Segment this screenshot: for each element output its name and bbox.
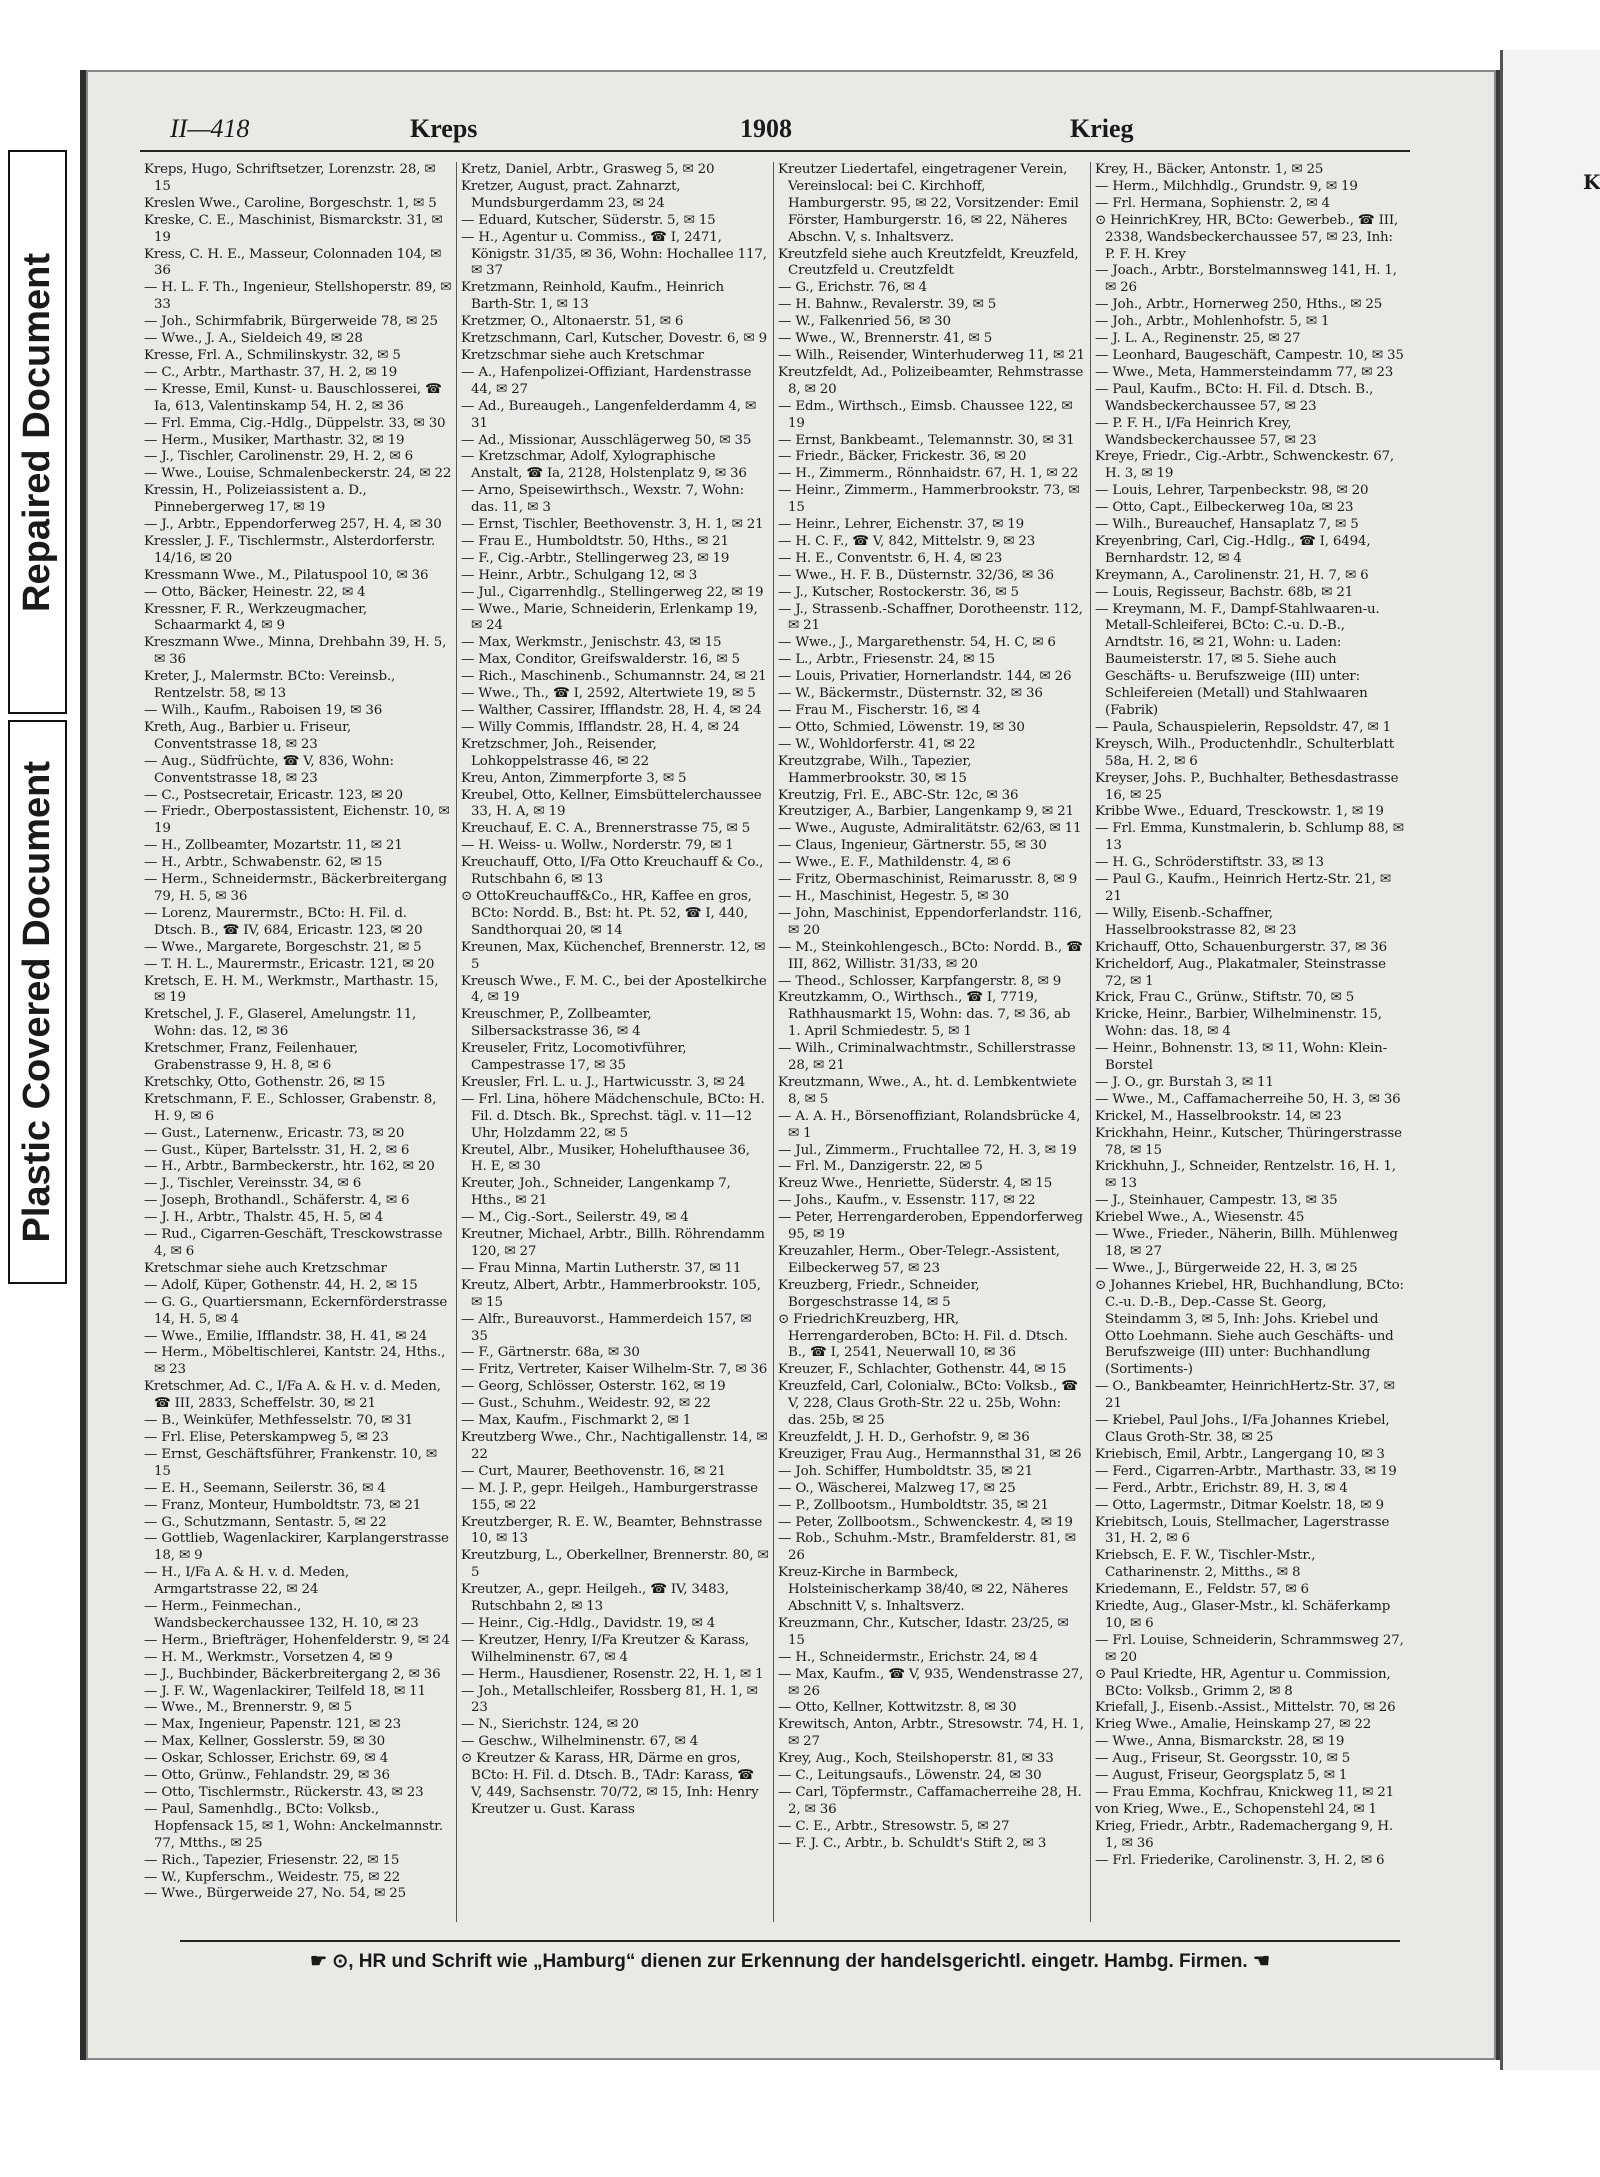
directory-entry: — H., Zollbeamter, Mozartstr. 11, ✉ 21 <box>144 838 403 854</box>
directory-entry: — Frau M., Fischerstr. 16, ✉ 4 <box>778 703 981 718</box>
directory-entry: — J. F. W., Wagenlackirer, Teilfeld 18, ✉ 11 <box>144 1683 426 1699</box>
directory-entry: — H. G., Schröderstiftstr. 33, ✉ 13 <box>1095 855 1324 871</box>
directory-entry: — Frl. Friederike, Carolinenstr. 3, H. 2, ✉ 6 <box>1095 1852 1385 1868</box>
directory-entry: — Leonhard, Baugeschäft, Campestr. 10, ✉ 35 <box>1095 347 1404 363</box>
directory-entry: — J., Kutscher, Rostockerstr. 36, ✉ 5 <box>778 584 1019 600</box>
directory-entry: Kressmann Wwe., M., Pilatuspool 10, ✉ 36 <box>144 567 429 583</box>
directory-entry: — C., Leitungsaufs., Löwenstr. 24, ✉ 30 <box>778 1768 1042 1784</box>
directory-entry: — F., Cig.-Arbtr., Stellingerweg 23, ✉ 19 <box>461 550 730 566</box>
directory-entry: — Frl. M., Danzigerstr. 22, ✉ 5 <box>778 1159 983 1175</box>
directory-entry: — Joh., Arbtr., Mohlenhofstr. 5, ✉ 1 <box>1095 314 1330 330</box>
directory-entry: — Willy, Eisenb.-Schaffner, Hasselbrookstrasse 82, ✉ 23 <box>1095 905 1297 938</box>
directory-entry: — Heinr., Zimmerm., Hammerbrookstr. 73, ✉ 15 <box>778 483 1080 516</box>
directory-entry: — Edm., Wirthsch., Eimsb. Chaussee 122, ✉ 19 <box>778 398 1073 431</box>
directory-entry: — C., Arbtr., Marthastr. 37, H. 2, ✉ 19 <box>144 364 398 380</box>
directory-entry: — G., Schutzmann, Sentastr. 5, ✉ 22 <box>144 1514 387 1530</box>
directory-entry: Kreymann, A., Carolinenstr. 21, H. 7, ✉ 6 <box>1095 567 1369 583</box>
directory-entry: — Rich., Maschinenb., Schumannstr. 24, ✉ 21 <box>461 669 767 685</box>
page-footer: ☛ ⊙, HR und Schrift wie „Hamburg“ dienen zur Erkennung der handelsgerichtl. eingetr. Hambg. Firmen. ☚ <box>180 1940 1400 1980</box>
directory-entry: Krickel, M., Hasselbrookstr. 14, ✉ 23 <box>1095 1108 1342 1124</box>
directory-entry: — Carl, Töpfermstr., Caffamacherreihe 28, H. 2, ✉ 36 <box>778 1785 1082 1817</box>
directory-entry: Kress, C. H. E., Masseur, Colonnaden 104, ✉ 36 <box>144 246 442 279</box>
directory-entry: — Wwe., Anna, Bismarckstr. 28, ✉ 19 <box>1095 1734 1345 1750</box>
directory-entry: — Oskar, Schlosser, Erichstr. 69, ✉ 4 <box>144 1751 389 1767</box>
directory-entry: Kreps, Hugo, Schriftsetzer, Lorenzstr. 28, ✉ 15 <box>144 162 436 194</box>
directory-entry: — Herm., Hausdiener, Rosenstr. 22, H. 1, ✉ 1 <box>461 1666 764 1682</box>
directory-entry: — Wwe., Margarete, Borgeschstr. 21, ✉ 5 <box>144 939 422 955</box>
directory-entry: — Johs., Kaufm., v. Essenstr. 117, ✉ 22 <box>778 1193 1036 1209</box>
column-1 <box>140 162 457 1922</box>
directory-entry: — H. Weiss- u. Wollw., Norderstr. 79, ✉ 1 <box>461 838 734 854</box>
directory-entry: — J., Buchbinder, Bäckerbreitergang 2, ✉ 36 <box>144 1666 441 1682</box>
header-last-word: Krieg <box>1070 114 1134 143</box>
directory-entry: Kretzschmer, Joh., Reisender, Lohkoppelstrasse 46, ✉ 22 <box>461 736 657 769</box>
directory-entry: — Alfr., Bureauvorst., Hammerdeich 157, ✉ 35 <box>461 1311 752 1344</box>
directory-entry: Kreunen, Max, Küchenchef, Brennerstr. 12, ✉ 5 <box>461 939 766 972</box>
directory-entry: — Ferd., Arbtr., Erichstr. 89, H. 3, ✉ 4 <box>1095 1480 1348 1496</box>
directory-entry: Kretschmer, Franz, Feilenhauer, Grabenstrasse 9, H. 8, ✉ 6 <box>144 1041 358 1074</box>
directory-entry: Kreutzburg, L., Oberkellner, Brennerstr. 80, ✉ 5 <box>461 1548 769 1581</box>
next-page-letter: K <box>1583 170 1600 194</box>
directory-entry: — Lorenz, Maurermstr., BCto: H. Fil. d. Dtsch. B., ☎ IV, 684, Ericastr. 123, ✉ 20 <box>144 905 423 938</box>
directory-entry: Kretsch, E. H. M., Werkmstr., Marthastr. 15, ✉ 19 <box>144 973 439 1006</box>
directory-entry: — Rud., Cigarren-Geschäft, Tresckowstrasse 4, ✉ 6 <box>144 1227 443 1259</box>
column-3 <box>774 162 1091 1922</box>
directory-entry: Krey, H., Bäcker, Antonstr. 1, ✉ 25 <box>1095 162 1324 177</box>
directory-entry: — Herm., Möbeltischlerei, Kantstr. 24, Hths., ✉ 23 <box>144 1345 446 1378</box>
directory-entry: — Max, Werkmstr., Jenischstr. 43, ✉ 15 <box>461 635 722 651</box>
directory-entry: — L., Arbtr., Friesenstr. 24, ✉ 15 <box>778 652 996 668</box>
directory-entry: — M. J. P., gepr. Heilgeh., Hamburgerstrasse 155, ✉ 22 <box>461 1480 758 1513</box>
directory-entry: — Aug., Südfrüchte, ☎ V, 836, Wohn: Conventstrasse 18, ✉ 23 <box>144 753 394 786</box>
directory-entry: — Herm., Milchhdlg., Grundstr. 9, ✉ 19 <box>1095 178 1358 194</box>
directory-entry: Kriefall, J., Eisenb.-Assist., Mittelstr. 70, ✉ 26 <box>1095 1700 1396 1716</box>
directory-entry: — Jul., Zimmerm., Fruchtallee 72, H. 3, ✉ 19 <box>778 1142 1077 1158</box>
directory-entry: — Wwe., H. F. B., Düsternstr. 32/36, ✉ 36 <box>778 567 1054 583</box>
directory-entry: — Wwe., Marie, Schneiderin, Erlenkamp 19, ✉ 24 <box>461 601 758 634</box>
directory-entry: — Wwe., E. F., Mathildenstr. 4, ✉ 6 <box>778 855 1011 871</box>
directory-entry: Kreutner, Michael, Arbtr., Billh. Röhrendamm 120, ✉ 27 <box>461 1227 765 1259</box>
directory-entry: Kreysch, Wilh., Productenhdlr., Schulterblatt 58a, H. 2, ✉ 6 <box>1095 736 1394 769</box>
directory-entry: — Kriebel, Paul Johs., I/Fa Johannes Kriebel, Claus Groth-Str. 38, ✉ 25 <box>1095 1413 1390 1445</box>
directory-entry: — G. G., Quartiersmann, Eckernförderstrasse 14, H. 5, ✉ 4 <box>144 1294 448 1327</box>
directory-entry: Krewitsch, Anton, Arbtr., Stresowstr. 74, H. 1, ✉ 27 <box>778 1717 1085 1750</box>
directory-entry: — Frl. Hermana, Sophienstr. 2, ✉ 4 <box>1095 195 1330 211</box>
directory-entry: Kreuchauf, E. C. A., Brennerstrasse 75, ✉ 5 <box>461 821 751 837</box>
directory-entry: — Georg, Schlösser, Osterstr. 162, ✉ 19 <box>461 1379 726 1395</box>
directory-entry: — H., Schneidermstr., Erichstr. 24, ✉ 4 <box>778 1649 1038 1665</box>
directory-entry: — Ad., Bureaugeh., Langenfelderdamm 4, ✉ 31 <box>461 398 757 431</box>
directory-entry: Kreu, Anton, Zimmerpforte 3, ✉ 5 <box>461 770 687 786</box>
directory-entry: — W., Bäckermstr., Düsternstr. 32, ✉ 36 <box>778 686 1043 702</box>
directory-entry: — Otto, Capt., Eilbeckerweg 10a, ✉ 23 <box>1095 500 1354 516</box>
directory-entry: — J., Steinhauer, Campestr. 13, ✉ 35 <box>1095 1193 1338 1209</box>
directory-entry: — Curt, Maurer, Beethovenstr. 16, ✉ 21 <box>461 1463 726 1479</box>
directory-entry: Kretschmer, Ad. C., I/Fa A. & H. v. d. Meden, ☎ III, 2833, Scheffelstr. 30, ✉ 21 <box>144 1379 441 1412</box>
directory-entry: — Otto, Kellner, Kottwitzstr. 8, ✉ 30 <box>778 1700 1017 1716</box>
directory-entry: — Kreutzer, Henry, I/Fa Kreutzer & Karass, Wilhelminenstr. 67, ✉ 4 <box>461 1632 749 1665</box>
repaired-document-label <box>8 150 67 714</box>
directory-entry: Kretschmann, F. E., Schlosser, Grabenstr. 8, H. 9, ✉ 6 <box>144 1091 437 1124</box>
directory-entry: — Wwe., J. A., Sieldeich 49, ✉ 28 <box>144 331 363 347</box>
directory-entry: Kressner, F. R., Werkzeugmacher, Schaarmarkt 4, ✉ 9 <box>144 601 368 634</box>
directory-entry: Kreutz, Albert, Arbtr., Hammerbrookstr. 105, ✉ 15 <box>461 1277 761 1310</box>
directory-entry: — Heinr., Lehrer, Eichenstr. 37, ✉ 19 <box>778 517 1025 533</box>
directory-entry: — N., Sierichstr. 124, ✉ 20 <box>461 1717 639 1733</box>
directory-entry: — Wwe., M., Brennerstr. 9, ✉ 5 <box>144 1700 353 1716</box>
directory-entry: — H. L. F. Th., Ingenieur, Stellshoperstr. 89, ✉ 33 <box>144 280 452 313</box>
directory-entry: Kretz, Daniel, Arbtr., Grasweg 5, ✉ 20 <box>461 162 715 177</box>
directory-entry: — Aug., Friseur, St. Georgsstr. 10, ✉ 5 <box>1095 1751 1351 1767</box>
directory-entry: — Otto, Bäcker, Heinestr. 22, ✉ 4 <box>144 584 366 600</box>
directory-entry: — Max, Kaufm., ☎ V, 935, Wendenstrasse 27, ✉ 26 <box>778 1666 1084 1699</box>
directory-entry: Kreubel, Otto, Kellner, Eimsbüttelerchaussee 33, H. A, ✉ 19 <box>461 787 762 820</box>
directory-entry: Kreyser, Johs. P., Buchhalter, Bethesdastrasse 16, ✉ 25 <box>1095 770 1399 803</box>
header-year: 1908 <box>740 114 792 143</box>
directory-entry: — Otto, Tischlermstr., Rückerstr. 43, ✉ 23 <box>144 1785 424 1800</box>
directory-entry: Kreutzgrabe, Wilh., Tapezier, Hammerbrookstr. 30, ✉ 15 <box>778 753 972 786</box>
directory-entry: Kreuzer, F., Schlachter, Gothenstr. 44, ✉ 15 <box>778 1362 1067 1378</box>
directory-entry: — Wilh., Kaufm., Raboisen 19, ✉ 36 <box>144 703 383 718</box>
directory-entry: — Herm., Feinmechan., Wandsbeckerchaussee 132, H. 10, ✉ 23 <box>144 1599 419 1631</box>
directory-entry: Kribbe Wwe., Eduard, Tresckowstr. 1, ✉ 19 <box>1095 804 1384 820</box>
directory-entry: — August, Friseur, Georgsplatz 5, ✉ 1 <box>1095 1768 1348 1784</box>
directory-entry: — Paul, Samenhdlg., BCto: Volksb., Hopfensack 15, ✉ 1, Wohn: Anckelmannstr. 77, Mtths., ✉ 25 <box>144 1801 444 1851</box>
directory-entry: Kriedte, Aug., Glaser-Mstr., kl. Schäferkamp 10, ✉ 6 <box>1095 1599 1391 1631</box>
directory-entry: Kreutel, Albr., Musiker, Hohelufthausee 36, H. E, ✉ 30 <box>461 1142 750 1175</box>
directory-entry: — O., Wäscherei, Malzweg 17, ✉ 25 <box>778 1480 1016 1496</box>
directory-entry: — Louis, Privatier, Hornerlandstr. 144, ✉ 26 <box>778 669 1072 685</box>
directory-entry: — Friedr., Bäcker, Frickestr. 36, ✉ 20 <box>778 449 1027 465</box>
directory-entry: Kreutzmann, Wwe., A., ht. d. Lembkentwiete 8, ✉ 5 <box>778 1074 1077 1107</box>
directory-entry: — Louis, Lehrer, Tarpenbeckstr. 98, ✉ 20 <box>1095 483 1369 499</box>
directory-entry: — Otto, Schmied, Löwenstr. 19, ✉ 30 <box>778 719 1025 735</box>
directory-entry: — Frau Emma, Kochfrau, Knickweg 11, ✉ 21 <box>1095 1785 1394 1800</box>
directory-entry: — Otto, Lagermstr., Ditmar Koelstr. 18, ✉ 9 <box>1095 1497 1384 1513</box>
directory-entry: — Herm., Musiker, Marthastr. 32, ✉ 19 <box>144 432 405 448</box>
directory-entry: — P., Zollbootsm., Humboldtstr. 35, ✉ 21 <box>778 1497 1049 1513</box>
directory-entry: Kreuzfeld, Carl, Colonialw., BCto: Volksb., ☎ V, 228, Claus Groth-Str. 22 u. 25b, Wohn: das. 25b, ✉ 25 <box>778 1379 1078 1429</box>
directory-entry: — Joach., Arbtr., Borstelmannsweg 141, H. 1, ✉ 26 <box>1095 263 1397 296</box>
directory-entry: — Joh. Schiffer, Humboldtstr. 35, ✉ 21 <box>778 1463 1034 1479</box>
directory-entry: — Rob., Schuhm.-Mstr., Bramfelderstr. 81, ✉ 26 <box>778 1531 1076 1564</box>
directory-entry: — W., Falkenried 56, ✉ 30 <box>778 314 951 330</box>
directory-entry: Kretzer, August, pract. Zahnarzt, Mundsburgerdamm 23, ✉ 24 <box>461 178 681 211</box>
directory-entry: — Willy Commis, Ifflandstr. 28, H. 4, ✉ 24 <box>461 719 740 735</box>
next-page-edge <box>1500 50 1600 2070</box>
directory-entry: Krey, Aug., Koch, Steilshoperstr. 81, ✉ 33 <box>778 1751 1054 1767</box>
directory-entry: — Kretzschmar, Adolf, Xylographische Anstalt, ☎ Ia, 2128, Holstenplatz 9, ✉ 36 <box>461 449 747 482</box>
directory-entry: Kreslen Wwe., Caroline, Borgeschstr. 1, ✉ 5 <box>144 195 437 211</box>
directory-entry: — Arno, Speisewirthsch., Wexstr. 7, Wohn: das. 11, ✉ 3 <box>461 483 744 516</box>
directory-entry: — T. H. L., Maurermstr., Ericastr. 121, ✉ 20 <box>144 956 435 972</box>
directory-entry: Kreuseler, Fritz, Locomotivführer, Campestrasse 17, ✉ 35 <box>461 1041 687 1074</box>
directory-entry: — Kresse, Emil, Kunst- u. Bauschlosserei, ☎ Ia, 613, Valentinskamp 54, H. 2, ✉ 36 <box>144 381 442 414</box>
directory-entry: ⊙ OttoKreuchauff&Co., HR, Kaffee en gros, BCto: Nordd. B., Bst: ht. Pt. 52, ☎ I, 440, Sandthorquai 20, ✉ 14 <box>461 888 752 938</box>
directory-entry: Kreter, J., Malermstr. BCto: Vereinsb., Rentzelstr. 58, ✉ 13 <box>144 669 396 702</box>
directory-entry: — Wwe., Auguste, Admiralitätstr. 62/63, ✉ 11 <box>778 821 1082 837</box>
directory-entry: Kreske, C. E., Maschinist, Bismarckstr. 31, ✉ 19 <box>144 212 443 245</box>
directory-entry: — H. M., Werkmstr., Vorsetzen 4, ✉ 9 <box>144 1649 393 1665</box>
directory-entry: — Kreymann, M. F., Dampf-Stahlwaaren-u. Metall-Schleiferei, BCto: C.-u. D.-B., Arndtstr. 16, ✉ 21, Wohn: u. Laden: Baumeisterstr. 17, ✉ 5. Siehe auch Geschäfts- u. Berufszweige (III) unter: Schleifereien (Metall) und Stahlwaaren (Fabrik) <box>1095 601 1380 718</box>
directory-entry: — Peter, Zollbootsm., Schwenckestr. 4, ✉ 19 <box>778 1514 1073 1530</box>
directory-entry: — Frl. Louise, Schneiderin, Schrammsweg 27, ✉ 20 <box>1095 1632 1404 1665</box>
directory-entry: — A. A. H., Börsenoffiziant, Rolandsbrücke 4, ✉ 1 <box>778 1108 1081 1141</box>
directory-entry: — John, Maschinist, Eppendorferlandstr. 116, ✉ 20 <box>778 905 1082 938</box>
directory-entry: Kreye, Friedr., Cig.-Arbtr., Schwenckestr. 67, H. 3, ✉ 19 <box>1095 449 1395 482</box>
directory-entry: — E. H., Seemann, Seilerstr. 36, ✉ 4 <box>144 1480 386 1496</box>
directory-entry: Krichauff, Otto, Schauenburgerstr. 37, ✉ 36 <box>1095 939 1387 955</box>
directory-entry: — Wwe., Bürgerweide 27, No. 54, ✉ 25 <box>144 1886 407 1902</box>
directory-entry: — Wwe., Frieder., Näherin, Billh. Mühlenweg 18, ✉ 27 <box>1095 1227 1398 1259</box>
directory-entry: — Frl. Lina, höhere Mädchenschule, BCto: H. Fil. d. Dtsch. Bk., Sprechst. tägl. v. 11—12 Uhr, Holzdamm 22, ✉ 5 <box>461 1091 765 1141</box>
directory-entry: — H., Arbtr., Barmbeckerstr., htr. 162, ✉ 20 <box>144 1159 435 1175</box>
directory-entry: — H. Bahnw., Revalerstr. 39, ✉ 5 <box>778 297 997 313</box>
directory-entry: Kreuz Wwe., Henriette, Süderstr. 4, ✉ 15 <box>778 1176 1053 1192</box>
directory-entry: — Wilh., Criminalwachtmstr., Schillerstrasse 28, ✉ 21 <box>778 1041 1076 1074</box>
directory-entry: Kreutzig, Frl. E., ABC-Str. 12c, ✉ 36 <box>778 787 1019 803</box>
directory-entry: Kreutzer, A., gepr. Heilgeh., ☎ IV, 3483, Rutschbahn 2, ✉ 13 <box>461 1582 730 1615</box>
directory-entry: — Wwe., W., Brennerstr. 41, ✉ 5 <box>778 331 993 347</box>
directory-entry: — Ernst, Geschäftsführer, Frankenstr. 10, ✉ 15 <box>144 1446 437 1479</box>
directory-entry: — Herm., Schneidermstr., Bäckerbreitergang 79, H. 5, ✉ 36 <box>144 872 447 904</box>
directory-entry: — C. E., Arbtr., Stresowstr. 5, ✉ 27 <box>778 1818 1010 1834</box>
directory-entry: — O., Bankbeamter, HeinrichHertz-Str. 37, ✉ 21 <box>1095 1379 1395 1412</box>
directory-entry: Kreutzfeldt, Ad., Polizeibeamter, Rehmstrasse 8, ✉ 20 <box>778 364 1084 397</box>
directory-entry: Kreuzahler, Herm., Ober-Telegr.-Assistent, Eilbeckerweg 57, ✉ 23 <box>778 1244 1060 1276</box>
directory-entry: Kriebisch, Emil, Arbtr., Langergang 10, ✉ 3 <box>1095 1446 1385 1462</box>
directory-entry: — P. F. H., I/Fa Heinrich Krey, Wandsbeckerchaussee 57, ✉ 23 <box>1095 415 1317 448</box>
directory-entry: Krieg Wwe., Amalie, Heinskamp 27, ✉ 22 <box>1095 1717 1372 1733</box>
archive-labels <box>0 70 70 1243</box>
directory-entry: — H., Arbtr., Schwabenstr. 62, ✉ 15 <box>144 855 383 871</box>
directory-entry: Krickhuhn, J., Schneider, Rentzelstr. 16, H. 1, ✉ 13 <box>1095 1159 1396 1192</box>
directory-entry: — F. J. C., Arbtr., b. Schuldt's Stift 2, ✉ 3 <box>778 1835 1047 1851</box>
directory-entry: — Joh., Schirmfabrik, Bürgerweide 78, ✉ 25 <box>144 314 438 330</box>
directory-entry: — Ferd., Cigarren-Arbtr., Marthastr. 33, ✉ 19 <box>1095 1463 1397 1479</box>
directory-entry: Kreuter, Joh., Schneider, Langenkamp 7, Hths., ✉ 21 <box>461 1176 731 1209</box>
directory-entry: Kreusch Wwe., F. M. C., bei der Apostelkirche 4, ✉ 19 <box>461 973 767 1006</box>
directory-entry: Kretzmer, O., Altonaerstr. 51, ✉ 6 <box>461 314 684 330</box>
directory-entry: — Heinr., Bohnenstr. 13, ✉ 11, Wohn: Klein-Borstel <box>1095 1041 1387 1074</box>
directory-entry: — F., Gärtnerstr. 68a, ✉ 30 <box>461 1345 640 1361</box>
directory-entry: — Max, Kaufm., Fischmarkt 2, ✉ 1 <box>461 1413 692 1429</box>
directory-entry: — J. L. A., Reginenstr. 25, ✉ 27 <box>1095 331 1301 347</box>
directory-entry: ⊙ FriedrichKreuzberg, HR, Herrengarderoben, BCto: H. Fil. d. Dtsch. B., ☎ I, 2541, Neuerwall 10, ✉ 36 <box>778 1311 1068 1361</box>
directory-entry: — J., Tischler, Carolinenstr. 29, H. 2, ✉ 6 <box>144 449 414 465</box>
directory-entry: — W., Kupferschm., Weidestr. 75, ✉ 22 <box>144 1869 401 1885</box>
directory-entry: Kreuzberg, Friedr., Schneider, Borgeschstrasse 14, ✉ 5 <box>778 1277 980 1310</box>
directory-entry: — J. H., Arbtr., Thalstr. 45, H. 5, ✉ 4 <box>144 1210 384 1226</box>
directory-entry: Kricheldorf, Aug., Plakatmaler, Steinstrasse 72, ✉ 1 <box>1095 956 1386 989</box>
directory-entry: — Ernst, Bankbeamt., Telemannstr. 30, ✉ 31 <box>778 432 1075 448</box>
directory-entry: Kreuschmer, P., Zollbeamter, Silbersackstrasse 36, ✉ 4 <box>461 1007 652 1040</box>
entry-columns <box>140 162 1410 1922</box>
directory-entry: — H., Maschinist, Hegestr. 5, ✉ 30 <box>778 888 1009 904</box>
directory-entry: — Jul., Cigarrenhdlg., Stellingerweg 22, ✉ 19 <box>461 584 764 600</box>
directory-entry: — Paula, Schauspielerin, Repsoldstr. 47, ✉ 1 <box>1095 719 1392 735</box>
directory-entry: — Wwe., J., Margarethenstr. 54, H. C, ✉ 6 <box>778 635 1056 651</box>
directory-entry: — Wwe., J., Bürgerweide 22, H. 3, ✉ 25 <box>1095 1260 1358 1276</box>
plastic-covered-text: Plastic Covered Document <box>16 761 58 1243</box>
directory-entry: — Wilh., Reisender, Winterhuderweg 11, ✉ 21 <box>778 347 1085 363</box>
directory-entry: Kreutzer Liedertafel, eingetragener Verein, Vereinslocal: bei C. Kirchhoff, Hamburgerstr. 95, ✉ 22, Vorsitzender: Emil Förster, Hamburgerstr. 16, ✉ 22, Näheres Abschn. V, s. Inhaltsverz. <box>778 162 1079 245</box>
directory-entry: — C., Postsecretair, Ericastr. 123, ✉ 20 <box>144 787 403 803</box>
directory-entry: Kretschmar siehe auch Kretzschmar <box>144 1260 387 1276</box>
directory-entry: — Claus, Ingenieur, Gärtnerstr. 55, ✉ 30 <box>778 838 1047 854</box>
directory-entry: — Theod., Schlosser, Karpfangerstr. 8, ✉ 9 <box>778 973 1062 989</box>
directory-entry: ⊙ Johannes Kriebel, HR, Buchhandlung, BCto: C.-u. D.-B., Dep.-Casse St. Georg, Steindamm 3, ✉ 5, Inh: Johs. Kriebel und Otto Loehmann. Siehe auch Geschäfts- und Berufszweige (III) unter: Buchhandlung (Sortiments-) <box>1095 1277 1404 1378</box>
directory-entry: — H., Agentur u. Commiss., ☎ I, 2471, Königstr. 31/35, ✉ 36, Wohn: Hochallee 117, ✉ 37 <box>461 229 767 279</box>
directory-entry: — Wwe., Emilie, Ifflandstr. 38, H. 41, ✉ 24 <box>144 1328 428 1344</box>
directory-entry: — Ad., Missionar, Ausschlägerweg 50, ✉ 35 <box>461 432 752 448</box>
header-first-word: Kreps <box>410 114 478 143</box>
directory-entry: von Krieg, Wwe., E., Schopenstehl 24, ✉ 1 <box>1095 1801 1377 1817</box>
directory-entry: — Joh., Metallschleifer, Rossberg 81, H. 1, ✉ 23 <box>461 1683 758 1716</box>
directory-entry: — Wilh., Bureauchef, Hansaplatz 7, ✉ 5 <box>1095 517 1359 533</box>
column-2 <box>457 162 774 1922</box>
directory-entry: ⊙ Kreutzer & Karass, HR, Därme en gros, BCto: H. Fil. d. Dtsch. B., TAdr: Karass, ☎ V, 449, Sachsenstr. 70/72, ✉ 15, Inh: Henry Kreutzer u. Gust. Karass <box>461 1751 759 1817</box>
directory-entry: — B., Weinküfer, Methfesselstr. 70, ✉ 31 <box>144 1413 414 1429</box>
directory-entry: Kreuz-Kirche in Barmbeck, Holsteinischerkamp 38/40, ✉ 22, Näheres Abschnitt V, s. Inhaltsverz. <box>778 1565 1069 1615</box>
directory-entry: Kressler, J. F., Tischlermstr., Alsterdorferstr. 14/16, ✉ 20 <box>144 533 436 566</box>
directory-entry: — Franz, Monteur, Humboldtstr. 73, ✉ 21 <box>144 1497 422 1513</box>
directory-entry: Kreutzkamm, O., Wirthsch., ☎ I, 7719, Rathhausmarkt 15, Wohn: das. 7, ✉ 36, ab 1. April Schmiedestr. 5, ✉ 1 <box>778 990 1071 1040</box>
directory-entry: — Adolf, Küper, Gothenstr. 44, H. 2, ✉ 15 <box>144 1277 418 1293</box>
column-4 <box>1091 162 1408 1922</box>
directory-entry: Kreutzfeld siehe auch Kreutzfeldt, Kreuzfeld, Creutzfeld u. Creutzfeldt <box>778 246 1079 279</box>
directory-entry: Kresse, Frl. A., Schmilinskystr. 32, ✉ 5 <box>144 347 401 363</box>
directory-entry: — Wwe., Meta, Hammersteindamm 77, ✉ 23 <box>1095 364 1394 380</box>
directory-entry: Kressin, H., Polizeiassistent a. D., Pinnebergerweg 17, ✉ 19 <box>144 483 367 516</box>
directory-entry: Krieg, Friedr., Arbtr., Rademachergang 9, H. 1, ✉ 36 <box>1095 1818 1393 1851</box>
directory-entry: Kreutzberger, R. E. W., Beamter, Behnstrasse 10, ✉ 13 <box>461 1514 763 1547</box>
directory-entry: — Gust., Küper, Bartelsstr. 31, H. 2, ✉ 6 <box>144 1142 410 1158</box>
directory-entry: — Heinr., Arbtr., Schulgang 12, ✉ 3 <box>461 567 698 583</box>
directory-entry: — H., I/Fa A. & H. v. d. Meden, Armgartstrasse 22, ✉ 24 <box>144 1565 350 1598</box>
directory-entry: — Fritz, Vertreter, Kaiser Wilhelm-Str. 7, ✉ 36 <box>461 1362 768 1378</box>
directory-entry: Kreutziger, A., Barbier, Langenkamp 9, ✉ 21 <box>778 804 1074 820</box>
directory-entry: — Max, Conditor, Greifswalderstr. 16, ✉ 5 <box>461 652 740 668</box>
directory-entry: — Frau E., Humboldtstr. 50, Hths., ✉ 21 <box>461 533 729 549</box>
directory-entry: — Frl. Elise, Peterskampweg 5, ✉ 23 <box>144 1429 389 1445</box>
directory-entry: Kreutzberg Wwe., Chr., Nachtigallenstr. 14, ✉ 22 <box>461 1429 768 1462</box>
directory-entry: — Eduard, Kutscher, Süderstr. 5, ✉ 15 <box>461 212 716 228</box>
directory-entry: Kricke, Heinr., Barbier, Wilhelminenstr. 15, Wohn: das. 18, ✉ 4 <box>1095 1007 1382 1040</box>
directory-entry: Kreth, Aug., Barbier u. Friseur, Conventstrasse 18, ✉ 23 <box>144 719 352 752</box>
directory-entry: — Friedr., Oberpostassistent, Eichenstr. 10, ✉ 19 <box>144 804 450 837</box>
directory-entry: Kreuzmann, Chr., Kutscher, Idastr. 23/25, ✉ 15 <box>778 1615 1069 1648</box>
directory-entry: Kreuchauff, Otto, I/Fa Otto Kreuchauff & Co., Rutschbahn 6, ✉ 13 <box>461 855 764 888</box>
directory-entry: — J., Strassenb.-Schaffner, Dorotheenstr. 112, ✉ 21 <box>778 601 1083 634</box>
directory-entry: — Rich., Tapezier, Friesenstr. 22, ✉ 15 <box>144 1852 400 1868</box>
directory-entry: Krick, Frau C., Grünw., Stiftstr. 70, ✉ 5 <box>1095 990 1355 1006</box>
directory-entry: — M., Steinkohlengesch., BCto: Nordd. B., ☎ III, 862, Willistr. 31/33, ✉ 20 <box>778 939 1083 972</box>
directory-entry: — Fritz, Obermaschinist, Reimarusstr. 8, ✉ 9 <box>778 872 1078 888</box>
directory-entry: — Otto, Grünw., Fehlandstr. 29, ✉ 36 <box>144 1768 390 1784</box>
directory-entry: Kreyenbring, Carl, Cig.-Hdlg., ☎ I, 6494, Bernhardstr. 12, ✉ 4 <box>1095 533 1371 566</box>
directory-page <box>140 110 1410 2020</box>
directory-entry: Kriebel Wwe., A., Wiesenstr. 45 <box>1095 1210 1305 1226</box>
directory-entry: Kretschky, Otto, Gothenstr. 26, ✉ 15 <box>144 1074 386 1090</box>
directory-entry: — Louis, Regisseur, Bachstr. 68b, ✉ 21 <box>1095 584 1354 600</box>
directory-entry: — Wwe., Th., ☎ I, 2592, Altertwiete 19, ✉ 5 <box>461 686 756 702</box>
page-number: II—418 <box>170 114 250 143</box>
directory-entry: — J., Tischler, Vereinsstr. 34, ✉ 6 <box>144 1176 362 1192</box>
directory-entry: — J. O., gr. Burstah 3, ✉ 11 <box>1095 1074 1274 1090</box>
directory-entry: — Max, Kellner, Gosslerstr. 59, ✉ 30 <box>144 1734 386 1750</box>
directory-entry: Kreuziger, Frau Aug., Hermannsthal 31, ✉ 26 <box>778 1446 1082 1462</box>
directory-entry: — Wwe., Louise, Schmalenbeckerstr. 24, ✉ 22 <box>144 466 452 482</box>
directory-entry: Kriebsch, E. F. W., Tischler-Mstr., Catharinenstr. 2, Mitths., ✉ 8 <box>1095 1548 1316 1581</box>
directory-entry: Kreuzfeldt, J. H. D., Gerhofstr. 9, ✉ 36 <box>778 1429 1030 1445</box>
directory-entry: — Gust., Schuhm., Weidestr. 92, ✉ 22 <box>461 1396 711 1412</box>
directory-entry: — Paul, Kaufm., BCto: H. Fil. d. Dtsch. B., Wandsbeckerchaussee 57, ✉ 23 <box>1095 381 1374 414</box>
plastic-covered-label <box>8 720 67 1284</box>
directory-entry: — Gottlieb, Wagenlackirer, Karplangerstrasse 18, ✉ 9 <box>144 1531 449 1564</box>
directory-entry: — Joh., Arbtr., Hornerweg 250, Hths., ✉ 25 <box>1095 297 1383 313</box>
directory-entry: — A., Hafenpolizei-Offiziant, Hardenstrasse 44, ✉ 27 <box>461 364 752 397</box>
directory-entry: Kreusler, Frl. L. u. J., Hartwicusstr. 3, ✉ 24 <box>461 1074 746 1090</box>
directory-entry: — Frl. Emma, Kunstmalerin, b. Schlump 88, ✉ 13 <box>1095 821 1404 854</box>
directory-entry: — Joseph, Brothandl., Schäferstr. 4, ✉ 6 <box>144 1193 410 1209</box>
directory-entry: — Geschw., Wilhelminenstr. 67, ✉ 4 <box>461 1734 699 1750</box>
directory-entry: — H., Zimmerm., Rönnhaidstr. 67, H. 1, ✉ 22 <box>778 466 1079 482</box>
directory-entry: ⊙ HeinrichKrey, HR, BCto: Gewerbeb., ☎ III, 2338, Wandsbeckerchaussee 57, ✉ 23, Inh: P. F. H. Krey <box>1095 212 1399 262</box>
directory-entry: — Wwe., M., Caffamacherreihe 50, H. 3, ✉ 36 <box>1095 1091 1401 1107</box>
directory-entry: Kriedemann, E., Feldstr. 57, ✉ 6 <box>1095 1582 1309 1598</box>
directory-entry: Kretzschmann, Carl, Kutscher, Dovestr. 6, ✉ 9 <box>461 331 767 347</box>
directory-entry: — H. E., Conventstr. 6, H. 4, ✉ 23 <box>778 550 1003 566</box>
repaired-document-text: Repaired Document <box>16 252 58 612</box>
directory-entry: — Peter, Herrengarderoben, Eppendorferweg 95, ✉ 19 <box>778 1210 1083 1243</box>
directory-entry: — Ernst, Tischler, Beethovenstr. 3, H. 1, ✉ 21 <box>461 517 764 533</box>
directory-entry: ⊙ Paul Kriedte, HR, Agentur u. Commission, BCto: Volksb., Grimm 2, ✉ 8 <box>1095 1666 1391 1699</box>
directory-entry: Kretschel, J. F., Glaserel, Amelungstr. 11, Wohn: das. 12, ✉ 36 <box>144 1007 417 1040</box>
directory-entry: — Herm., Briefträger, Hohenfelderstr. 9, ✉ 24 <box>144 1632 450 1648</box>
directory-entry: — W., Wohldorferstr. 41, ✉ 22 <box>778 736 976 752</box>
directory-entry: Kreszmann Wwe., Minna, Drehbahn 39, H. 5, ✉ 36 <box>144 635 447 668</box>
directory-entry: — Walther, Cassirer, Ifflandstr. 28, H. 4, ✉ 24 <box>461 703 762 718</box>
directory-entry: — Frau Minna, Martin Lutherstr. 37, ✉ 11 <box>461 1260 742 1276</box>
directory-entry: — Gust., Laternenw., Ericastr. 73, ✉ 20 <box>144 1125 405 1141</box>
directory-entry: — Paul G., Kaufm., Heinrich Hertz-Str. 21, ✉ 21 <box>1095 872 1391 904</box>
directory-entry: Krickhahn, Heinr., Kutscher, Thüringerstrasse 78, ✉ 15 <box>1095 1125 1402 1158</box>
directory-entry: — Max, Ingenieur, Papenstr. 121, ✉ 23 <box>144 1717 401 1733</box>
directory-entry: — H. C. F., ☎ V, 842, Mittelstr. 9, ✉ 23 <box>778 533 1036 549</box>
directory-entry: — Heinr., Cig.-Hdlg., Davidstr. 19, ✉ 4 <box>461 1615 716 1631</box>
directory-entry: — M., Cig.-Sort., Seilerstr. 49, ✉ 4 <box>461 1210 689 1226</box>
page-header <box>140 110 1410 152</box>
directory-entry: — J., Arbtr., Eppendorferweg 257, H. 4, ✉ 30 <box>144 517 442 533</box>
directory-entry: — G., Erichstr. 76, ✉ 4 <box>778 280 928 296</box>
directory-entry: Kretzschmar siehe auch Kretschmar <box>461 347 704 363</box>
directory-entry: — Frl. Emma, Cig.-Hdlg., Düppelstr. 33, ✉ 30 <box>144 415 446 431</box>
directory-entry: Kriebitsch, Louis, Stellmacher, Lagerstrasse 31, H. 2, ✉ 6 <box>1095 1514 1390 1547</box>
directory-entry: Kretzmann, Reinhold, Kaufm., Heinrich Barth-Str. 1, ✉ 13 <box>461 280 724 313</box>
